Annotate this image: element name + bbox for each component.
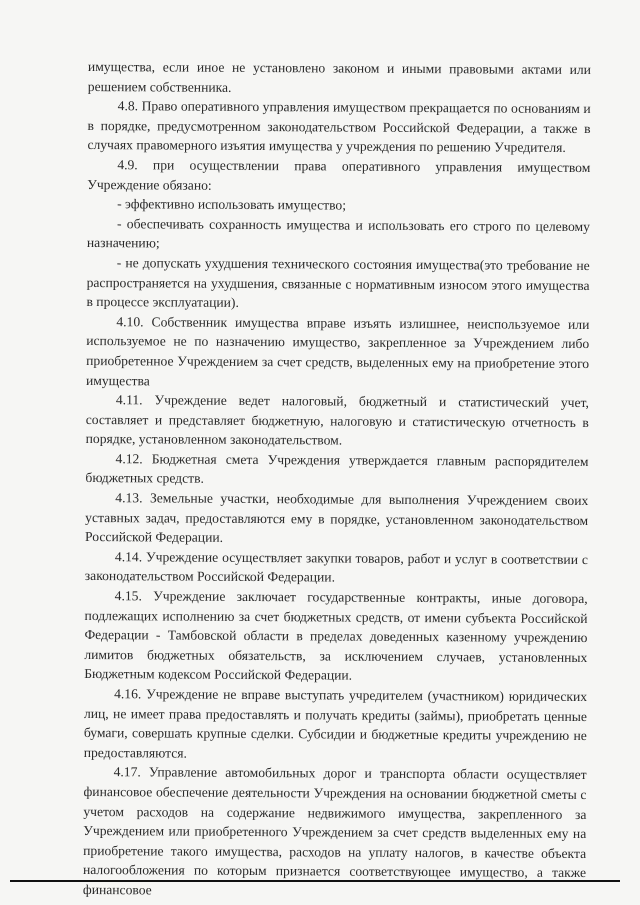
list-item-use-effectively: - эффективно использовать имущество; xyxy=(117,196,347,213)
page-bottom-rule xyxy=(10,880,620,882)
paragraph-4-13: 4.13. Земельные участки, необходимые для выполнения Учреждением своих уставных задач, предоставляются ему в порядке, установленном законодательством Российской Федерации. xyxy=(85,490,589,546)
paragraph-4-16: 4.16. Учреждение не вправе выступать учредителем (участником) юридических лиц, не имеет права предоставлять и получать кредиты (займы), приобретать ценные бумаги, совершать крупные сделки. Субсидии и бюджетные кредиты учреждению не предоставляются. xyxy=(83,686,588,761)
paragraph-4-15: 4.15. Учреждение заключает государственные контракты, иные договора, подлежащих исполнению за счет бюджетных средств, от имени субъекта Российской Федерации - Тамбовской области в пределах доведенных казенному учреждению лимитов бюджетных обязательств, за исключением случаев, установленных Бюджетным кодексом Российской Федерации. xyxy=(84,588,588,684)
paragraph-4-9: 4.9. при осуществлении права оперативного управления имуществом Учреждение обязано: xyxy=(87,157,591,193)
paragraph-4-14: 4.14. Учреждение осуществляет закупки товаров, работ и услуг в соответствии с законодательством Российской Федерации. xyxy=(84,549,588,585)
paragraph-4-8: 4.8. Право оперативного управления имуществом прекращается по основаниям и в порядке, предусмотренном законодательством Российской Федерации, а также в случаях правомерного изъятия имущества у учреждения по решению Учредителя. xyxy=(87,98,591,156)
document-body xyxy=(83,57,591,903)
paragraph-4-17: 4.17. Управление автомобильных дорог и транспорта области осуществляет финансовое обеспечение деятельности Учреждения на основании бюджетной сметы с учетом расходов на содержание недвижимого имущества, закрепленного за Учреждением или приобретенного Учреждением за счет средств выделенных ему на приобретение такого имущества, расходов на уплату налогов, в качестве объекта налогообложения по которым признается соответствующее имущество, а также финансовое xyxy=(82,764,587,898)
paragraph-continuation: имущества, если иное не установлено законом и иными правовыми актами или решением собственника. xyxy=(87,58,591,95)
list-item-ensure-safety: - обеспечивать сохранность имущества и использовать его строго по целевому назначению; xyxy=(86,215,591,251)
paragraph-4-10: 4.10. Собственник имущества вправе изъять излишнее, неиспользуемое или используемое не по назначению имущество, закрепленное за Учреждением либо приобретенное Учреждением за счет средств, выделенных ему на приобретение этого имущества xyxy=(85,313,590,388)
paragraph-4-12: 4.12. Бюджетная смета Учреждения утверждается главным распорядителем бюджетных средств. xyxy=(85,451,589,487)
paragraph-4-11: 4.11. Учреждение ведет налоговый, бюджетный и статистический учет, составляет и представляет бюджетную, налоговую и статистическую отчетность в порядке, установленном законодательством. xyxy=(85,392,589,448)
list-item-prevent-deterioration: - не допускать ухудшения технического состояния имущества(это требование не распространяется на ухудшения, связанные с нормативным износом этого имущества в процессе эксплуатации). xyxy=(86,255,590,311)
